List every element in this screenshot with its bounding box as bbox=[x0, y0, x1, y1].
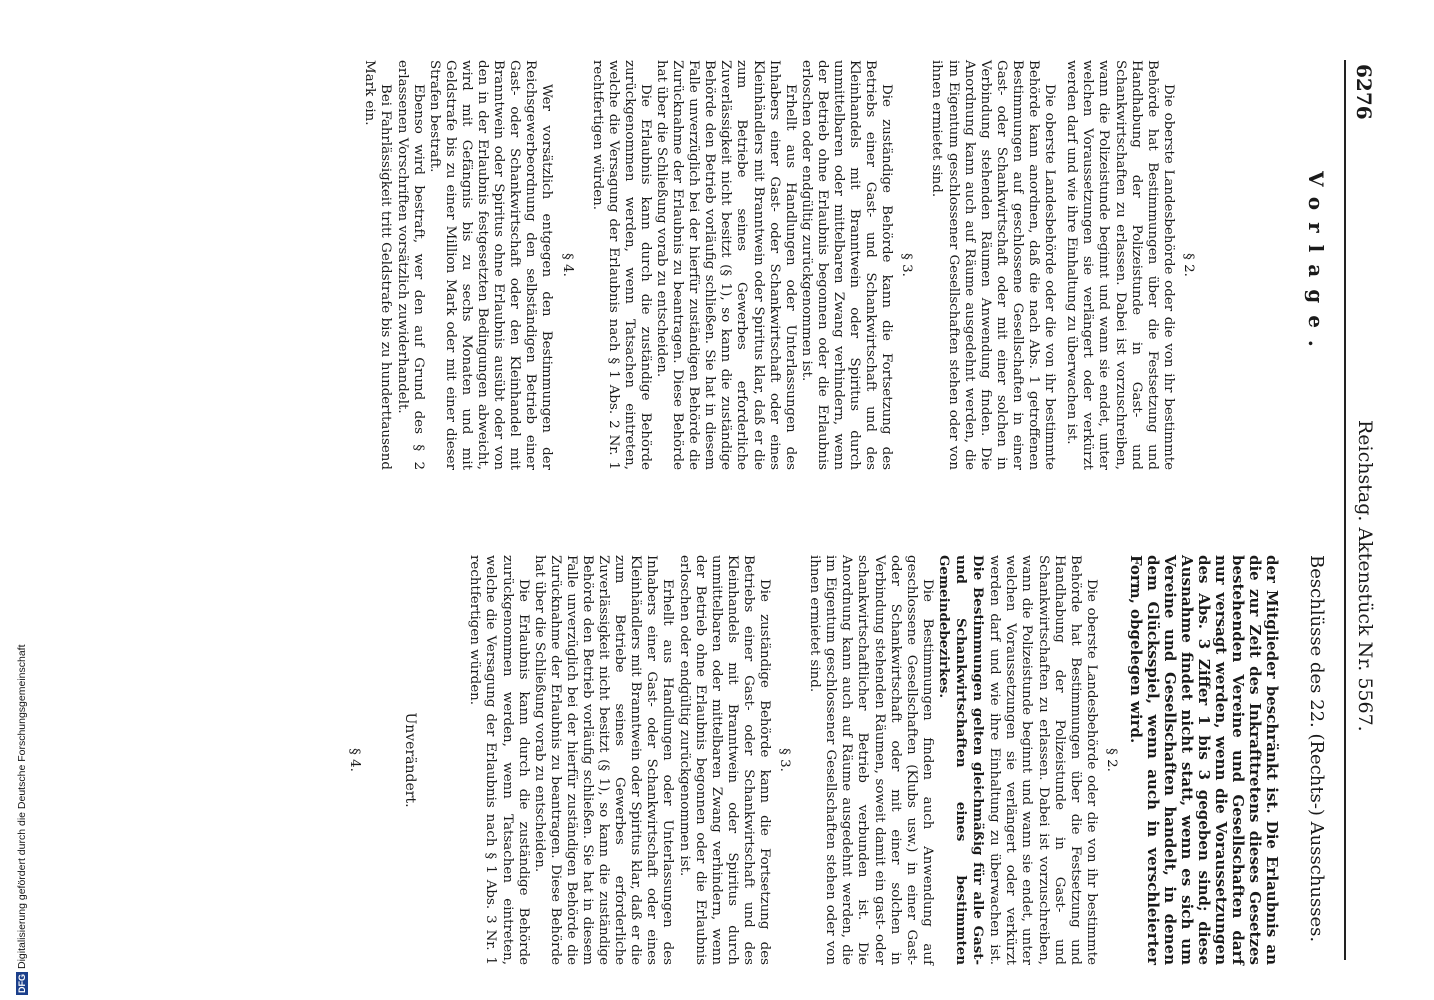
right-section-2-paragraph-1-text: Die oberste Landesbehörde oder die von ihr bestimmte Behörde hat Bestimmungen über die Festsetzung und Handhabung der Polizeistunde in Gast- und Schankwirtschaften zu erlassen. Dabei ist vorzuschreiben, wann die Polizeistunde beginnt und wann sie endet, unter welchen Voraussetzungen sie verlängert oder verkürzt werden darf und wie ihre Einhaltung zu überwachen ist. bbox=[987, 555, 1099, 965]
left-column-heading: Vorlage. bbox=[1304, 171, 1328, 359]
left-section-2-title: § 2. bbox=[1180, 253, 1196, 277]
right-unchanged-note: Unverändert. bbox=[402, 712, 419, 808]
right-section-2-paragraph-1 bbox=[935, 555, 1099, 965]
left-column bbox=[361, 60, 1342, 470]
dfg-logo: DFG bbox=[17, 974, 27, 993]
right-section-3-paragraph-2: Erhellt aus Handlungen oder Unterlassungen des Inhabers einer Gast- oder Schankwirtschaft oder eines Kleinhändlers mit Branntwein oder Spiritus klar, daß er die zum Betriebe seines Gewerbes erforderliche Zuverlässigkeit nicht besitzt (§ 1), so kann die zuständige Behörde den Betrieb vorläufig schließen. Sie hat in diesem Falle unverzüglich bei der hierfür zuständigen Behörde die Zurücknahme der Erlaubnis zu beantragen. Diese Behörde hat über die Schließung vorab zu entscheiden. bbox=[531, 555, 676, 965]
digitization-credit-text: Digitalisierung gefördert durch die Deutsche Forschungsgemeinschaft bbox=[16, 644, 28, 969]
left-spacer bbox=[1204, 60, 1282, 470]
right-section-3-paragraph-3: Die Erlaubnis kann durch die zuständige Behörde zurückgenommen werden, wenn Tatsachen eintreten, welche die Versagung der Erlaubnis nach § 1 Abs. 3 Nr. 1 rechtfertigen würden. bbox=[467, 555, 531, 965]
left-section-2-paragraph-2: Die oberste Landesbehörde oder die von ihr bestimmte Behörde kann anordnen, daß die nach Abs. 1 getroffenen Bestimmungen auf geschlossene Gesellschaften in einer Gast- oder Schankwirtschaft oder mit einer solchen in Verbindung stehenden Räumen Anwendung finden. Die Anordnung kann auch auf Räume ausgedehnt werden, die im Eigentum geschlossener Gesellschaften stehen oder von ihnen ermietet sind. bbox=[929, 60, 1058, 470]
left-section-3-paragraph-2: Erhellt aus Handlungen oder Unterlassungen des Inhabers einer Gast- oder Schankwirtschaft oder eines Kleinhändlers mit Branntwein oder Spiritus klar, daß er die zum Betriebe seines Gewerbes erforderliche Zuverlässigkeit nicht besitzt (§ 1), so kann die zuständige Behörde den Betrieb vorläufig schließen. Sie hat in diesem Falle unverzüglich bei der hierfür zuständigen Behörde die Zurücknahme der Erlaubnis zu beantragen. Diese Behörde hat über die Schließung vorab zu entscheiden. bbox=[654, 60, 798, 470]
right-section-3-paragraph-1: Die zuständige Behörde kann die Fortsetzung des Betriebs einer Gast- oder Schankwirtschaft und des Kleinhandels mit Branntwein oder Spiritus durch unmittelbaren oder mittelbaren Zwang verhindern, wenn der Betrieb ohne Erlaubnis begonnen oder die Erlaubnis erloschen oder endgültig zurückgenommen ist. bbox=[676, 555, 773, 965]
right-intro-paragraph: der Mitglieder beschränkt ist. Die Erlaubnis an die zur Zeit des Inkrafttretens dieses Gesetzes bestehenden Vereine und Gesellschaften darf nur versagt werden, wenn die Voraussetzungen des Abs. 3 Ziffer 1 bis 3 gegeben sind; diese Ausnahme findet nicht statt, wenn es sich um Vereine und Gesellschaften handelt, in denen dem Glücksspiel, wenn auch in verschleierter Form, obgelegen wird. bbox=[1126, 555, 1281, 965]
header-title: Reichstag. Aktenstück Nr. 5567. bbox=[1354, 420, 1376, 732]
left-section-4-paragraph-3: Bei Fahrlässigkeit tritt Geldstrafe bis zu hunderttausend Mark ein. bbox=[362, 60, 394, 470]
left-section-4-paragraph-2: Ebenso wird bestraft, wer den auf Grund des § 2 erlassenen Vorschriften vorsätzlich zuwiderhandelt. bbox=[394, 60, 426, 470]
right-section-4-title: § 4. bbox=[347, 748, 363, 772]
left-section-3-paragraph-1: Die zuständige Behörde kann die Fortsetzung des Betriebs einer Gast- und Schankwirtschaft und des Kleinhandels mit Branntwein oder Spiritus durch unmittelbaren oder mittelbaren Zwang verhindern, wenn der Betrieb ohne Erlaubnis begonnen oder die Erlaubnis erloschen oder endgültig zurückgenommen ist. bbox=[798, 60, 895, 470]
right-column bbox=[342, 555, 1342, 965]
left-section-3-paragraph-3: Die Erlaubnis kann durch die zuständige Behörde zurückgenommen werden, wenn Tatsachen eintreten, welche die Versagung der Erlaubnis nach § 1 Abs. 2 Nr. 1 rechtfertigen würden. bbox=[589, 60, 653, 470]
digitization-credit bbox=[16, 575, 28, 995]
left-section-2-paragraph-1: Die oberste Landesbehörde oder die von ihr bestimmte Behörde hat Bestimmungen über die Festsetzung und Handhabung der Polizeistunde in Gast- und Schankwirtschaften zu erlassen. Dabei ist vorzuschreiben, wann die Polizeistunde beginnt und wann sie endet, unter welchen Voraussetzungen sie verlängert oder verkürzt werden darf und wie ihre Einhaltung zu überwachen ist. bbox=[1064, 60, 1176, 470]
left-section-4-paragraph-1: Wer vorsätzlich entgegen den Bestimmungen der Reichsgewerbeordnung den selbständigen Betrieb einer Gast- oder Schankwirtschaft oder den Kleinhandel mit Branntwein oder Spiritus ohne Erlaubnis ausübt oder von den in der Erlaubnis festgesetzten Bedingungen abweicht, wird mit Gefängnis bis zu sechs Monaten und mit Geldstrafe bis zu einer Million Mark oder mit einer dieser Strafen bestraft. bbox=[426, 60, 555, 470]
page-number: 6276 bbox=[1352, 64, 1376, 120]
left-section-4-title: § 4. bbox=[559, 253, 575, 277]
right-section-3-title: § 3. bbox=[777, 748, 793, 772]
page-header bbox=[1342, 0, 1434, 1000]
right-column-heading: Beschlüsse des 22. (Rechts-) Ausschusses. bbox=[1306, 555, 1327, 943]
right-section-2-title: § 2. bbox=[1103, 748, 1119, 772]
right-section-2-paragraph-2: Die Bestimmungen finden auch Anwendung auf geschlossene Gesellschaften (Klubs usw.) in einer Gast- oder Schankwirtschaft oder mit einer solchen in Verbindung stehenden Räumen, soweit damit ein gast- oder schankwirtschaftlicher Betrieb verbunden ist. Die Anordnung kann auch auf Räume ausgedehnt werden, die im Eigentum geschlossener Gesellschaften stehen oder von ihnen ermietet sind. bbox=[807, 555, 935, 965]
header-rule bbox=[1344, 60, 1346, 960]
right-section-2-paragraph-1-bold: Die Bestimmungen gelten gleichmäßig für alle Gast- und Schankwirtschaften eines bestimmten Gemeindebezirkes. bbox=[935, 555, 987, 965]
left-section-3-title: § 3. bbox=[899, 253, 915, 277]
